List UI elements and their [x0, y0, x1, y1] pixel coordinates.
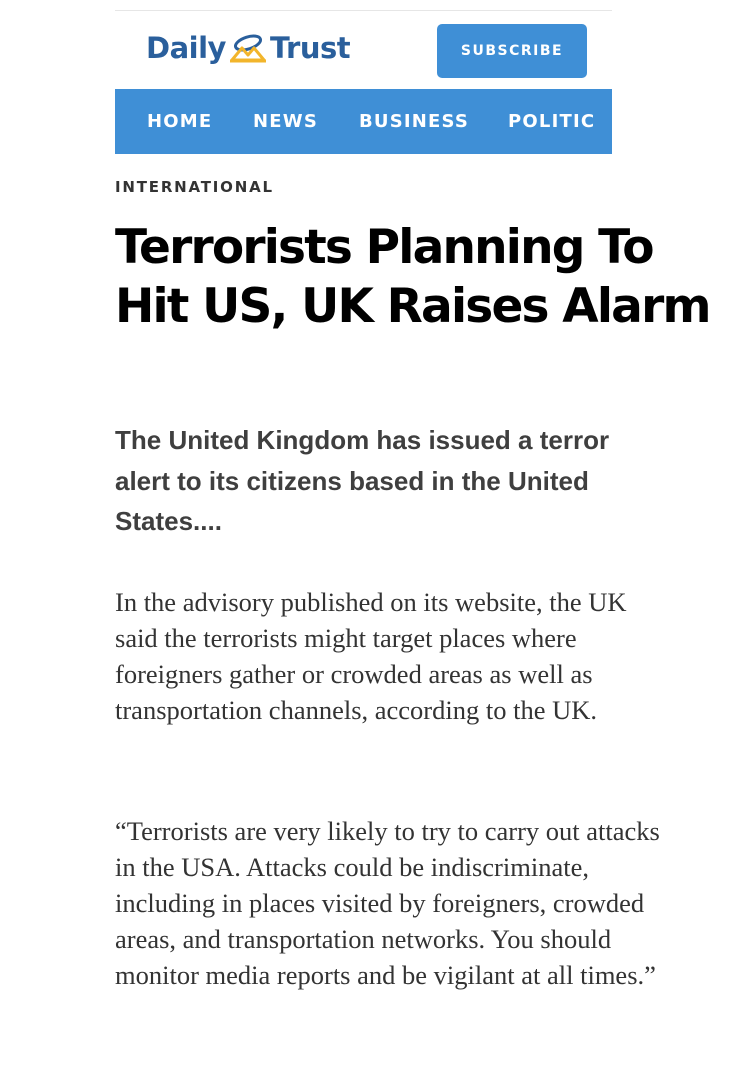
daily-trust-logo[interactable]: [146, 28, 350, 68]
logo-emblem-icon: [228, 32, 268, 64]
main-navigation: [115, 89, 612, 154]
logo-word-trust: Trust: [269, 31, 351, 65]
nav-item-politics[interactable]: POLITIC: [508, 111, 596, 132]
article-paragraph: “Terrorists are very likely to try to carry out attacks in the USA. Attacks could be indiscriminate, including in places visited by foreigners, crowded areas, and transportation networks. You should monitor media reports and be vigilant at all times.”: [115, 816, 660, 990]
article-paragraph: In the advisory published on its website, the UK said the terrorists might target places where foreigners gather or crowded areas as well as transportation channels, according to the UK.: [115, 587, 627, 725]
nav-item-business[interactable]: BUSINESS: [359, 111, 470, 132]
article-headline: Terrorists Planning To Hit US, UK Raises Alarm: [115, 220, 710, 334]
logo-word-daily: Daily: [146, 31, 226, 65]
nav-item-news[interactable]: NEWS: [253, 111, 318, 132]
site-header: [115, 11, 612, 89]
article-category[interactable]: INTERNATIONAL: [115, 178, 274, 196]
subscribe-button[interactable]: SUBSCRIBE: [437, 24, 587, 78]
article-summary: The United Kingdom has issued a terror alert to its citizens based in the United States....: [115, 425, 610, 536]
nav-item-home[interactable]: HOME: [147, 111, 213, 132]
